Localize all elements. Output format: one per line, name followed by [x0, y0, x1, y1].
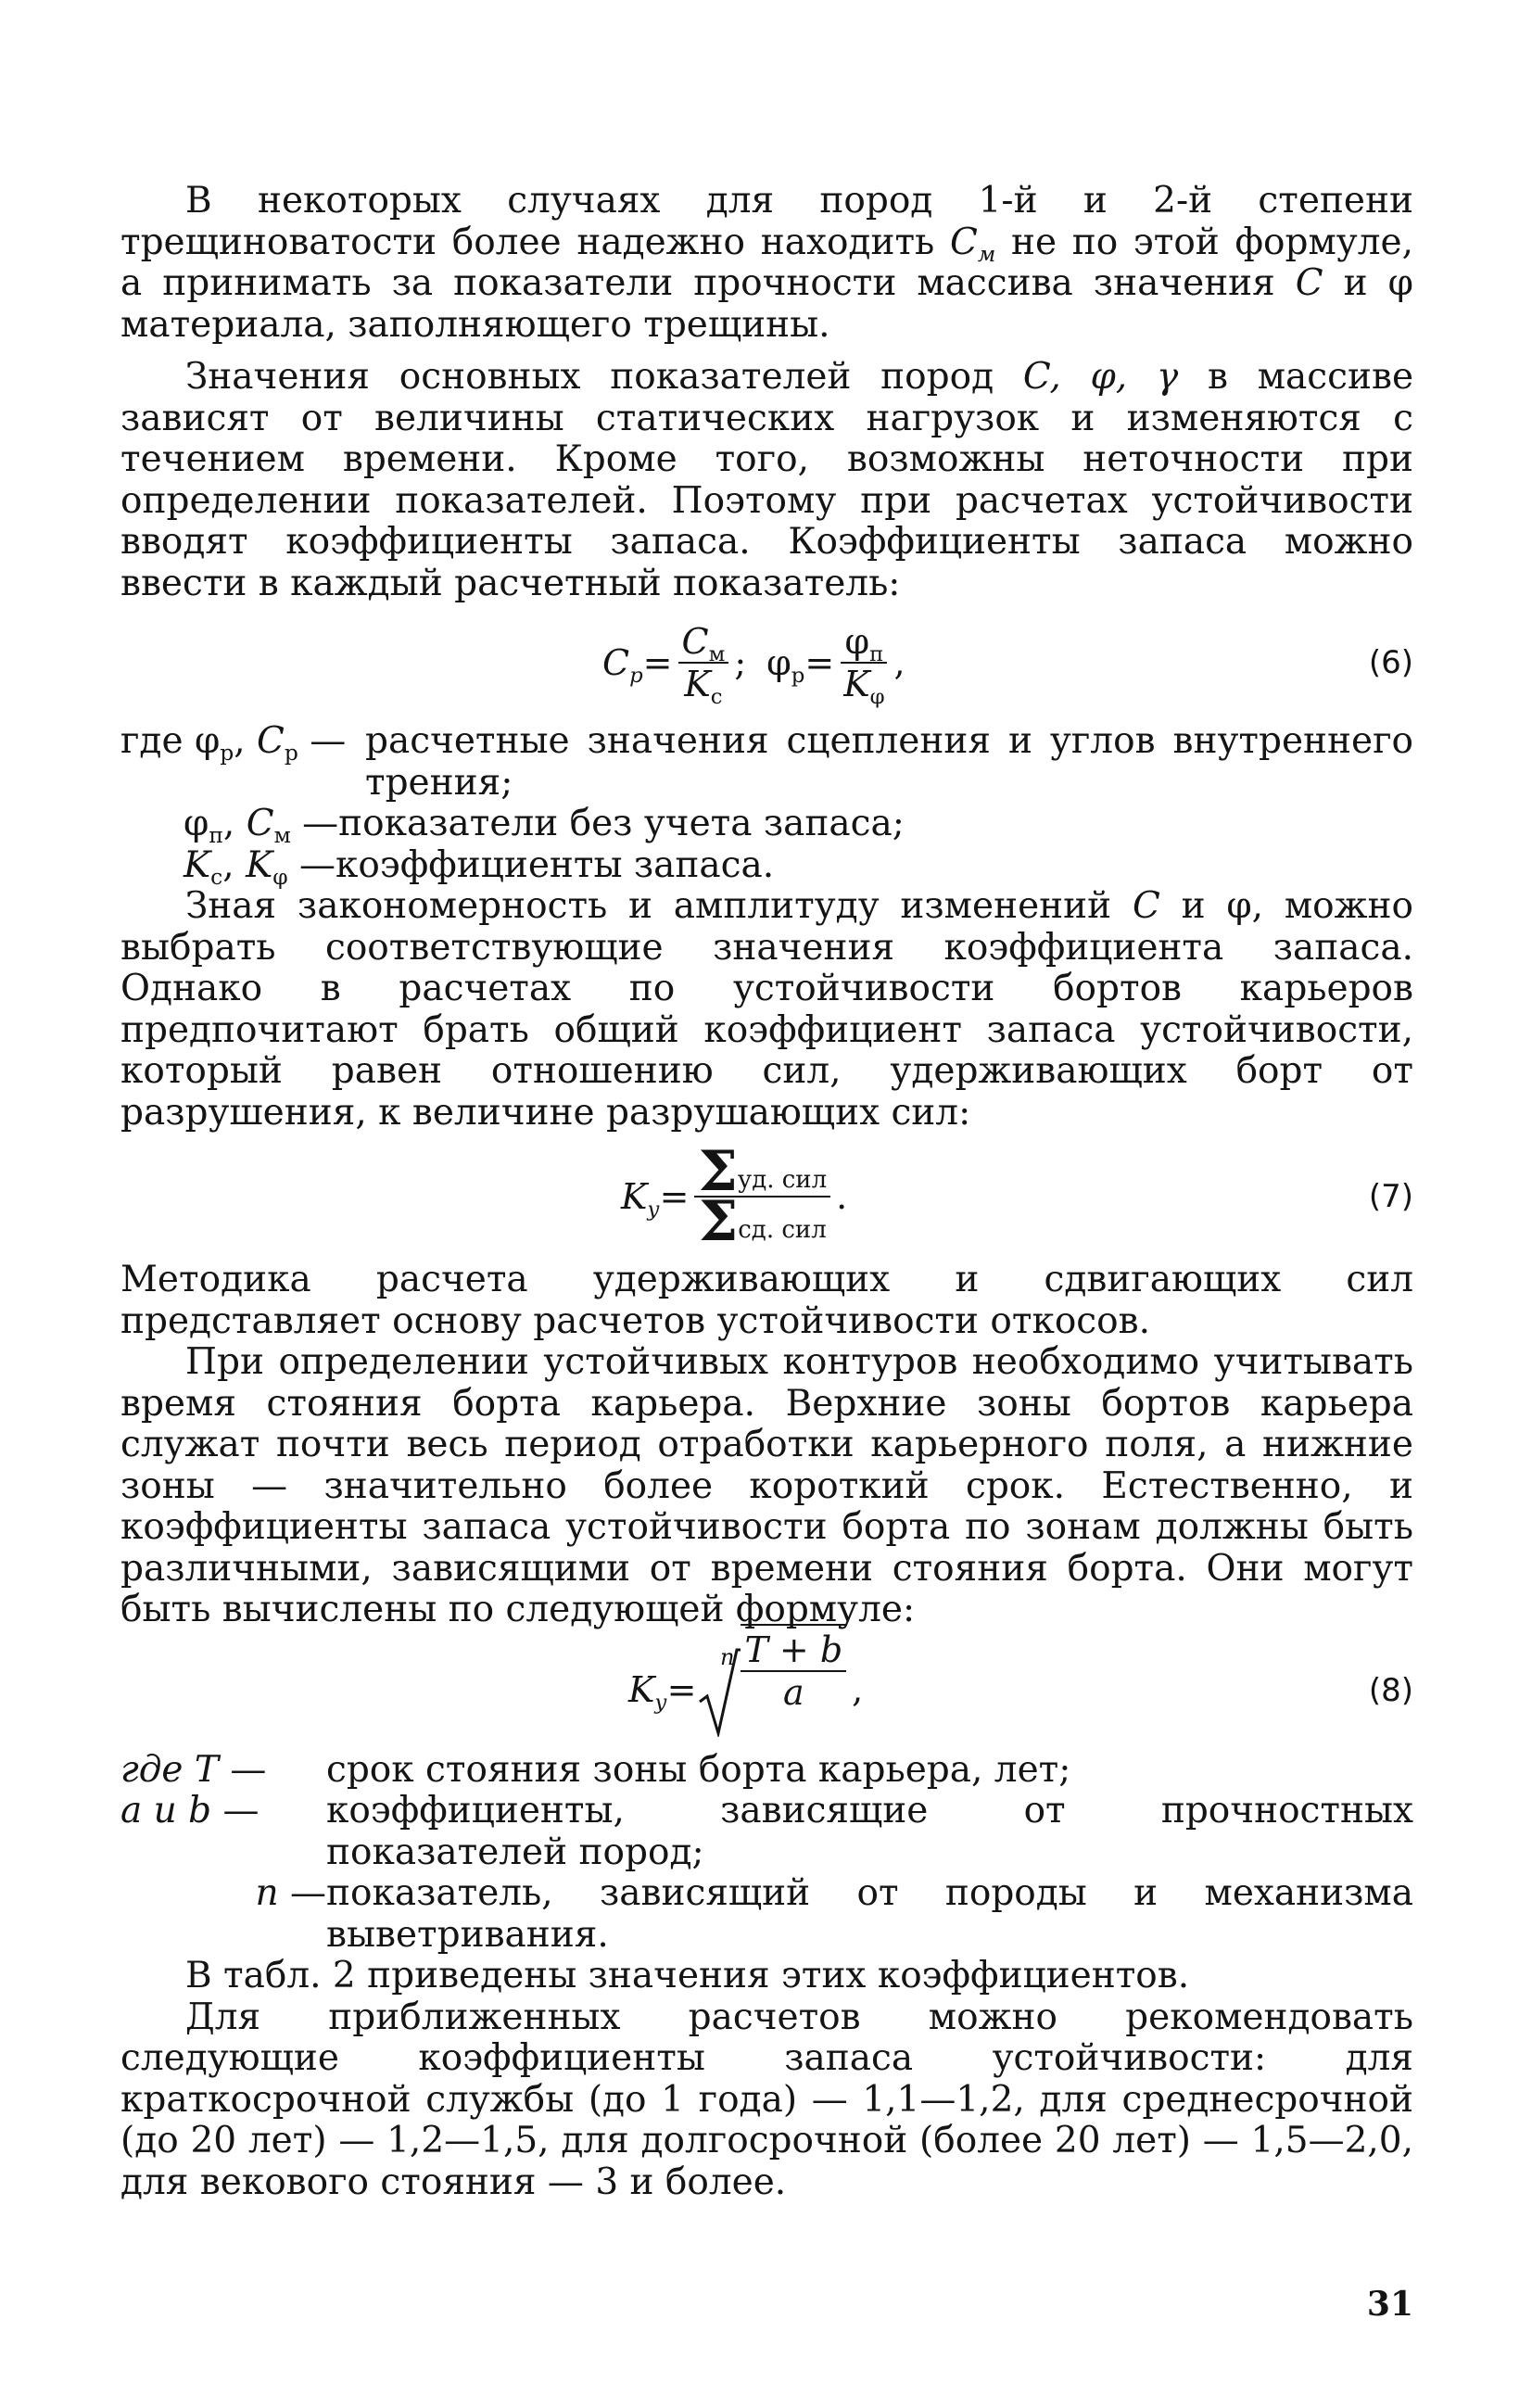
var-phi: φ	[1387, 262, 1413, 304]
formula-6: $C_р$ = $\frac{C_м}{K_с}$ ; $\varphi_р$ = $\frac{\varphi_п}{K_\varphi}$ , (6)	[602, 621, 1413, 709]
paragraph-2: Значения основных показателей пород C, φ, γ в массиве зависят от величины статических нагрузок и изменяются с течением времени. Кроме того, возможны неточности при определении показателей. Поэтому при расчетах устойчивости вводят коэффициенты запаса. Коэффициенты запаса можно ввести в каждый расчетный показатель:	[120, 356, 1414, 604]
paragraph-1: В некоторых случаях для пород 1-й и 2-й степени трещиноватости более надежно находить $C_м$ не по этой формуле, а принимать за показатели прочности массива значения C и φ материала, заполняющего трещины.	[120, 180, 1414, 346]
definition-row: где $\varphi_р$, $C_р$ — расчетные значения сцепления и углов внутреннего трения;	[120, 720, 1413, 804]
fraction-sum-forces: Σ уд. сил Σ сд. сил	[694, 1147, 830, 1246]
page-body	[120, 181, 1413, 2203]
svg-text:n: n	[720, 1643, 735, 1670]
nth-root	[696, 1629, 852, 1737]
definition-row: a и b — коэффициенты, зависящие от прочностных показателей пород;	[120, 1790, 1413, 1873]
formula-7: $K_у$ = Σ уд. сил Σ сд. сил . (7)	[621, 1139, 1413, 1254]
fraction-cm-kc: $\frac{C_м}{K_с}$	[678, 621, 729, 704]
equation-number: (7)	[1368, 1177, 1413, 1215]
definition-row: $\varphi_п$, $C_м$ — показатели без учета запаса;	[184, 803, 905, 849]
paragraph-6: В табл. 2 приведены значения этих коэффициентов.	[185, 1955, 1190, 1996]
definitions-6	[120, 720, 1413, 890]
definition-row: где T — срок стояния зоны борта карьера, лет;	[120, 1748, 1071, 1791]
vars-c-phi-gamma: C, φ, γ	[1022, 356, 1179, 398]
fraction-phip-kphi: $\frac{\varphi_п}{K_\varphi}$	[840, 621, 888, 704]
page-number: 31	[1366, 2285, 1413, 2324]
paragraph-5: При определении устойчивых контуров необходимо учитывать время стояния борта карьера. Верхние зоны бортов карьера служат почти весь период отработки карьерного поля, а нижние зоны — значительно более короткий срок. Естественно, и коэффициенты запаса устойчивости борта по зонам должны быть различными, зависящими от времени стояния борта. Они могут быть вычислены по следующей формуле:	[120, 1341, 1413, 1630]
var-c: C	[1295, 262, 1323, 304]
formula-8: $K_у$ = n $\frac{T + b}{a}$ , (8)	[120, 1635, 1413, 1746]
equation-number: (8)	[1368, 1671, 1413, 1709]
definition-row: $K_с$, $K_\varphi$ — коэффициенты запаса.	[184, 843, 775, 890]
paragraph-4: Методика расчета удерживающих и сдвигающих сил представляет основу расчетов устойчивости откосов.	[120, 1259, 1413, 1342]
definition-row: n — показатель, зависящий от породы и механизма выветривания.	[255, 1872, 1413, 1956]
fraction-tb-a: $\frac{T + b}{a}$	[741, 1624, 846, 1713]
paragraph-3: Зная закономерность и амплитуду изменений C и φ, можно выбрать соответствующие значения коэффициента запаса. Однако в расчетах по устойчивости бортов карьеров предпочитают брать общий коэффициент запаса устойчивости, который равен отношению сил, удерживающих борт от разрушения, к величине разрушающих сил:	[120, 885, 1414, 1134]
definitions-8	[120, 1750, 1413, 1957]
var-c: $C_м$	[949, 221, 996, 267]
equation-number: (6)	[1368, 643, 1413, 681]
paragraph-7: Для приближенных расчетов можно рекомендовать следующие коэффициенты запаса устойчивости: для краткосрочной службы (до 1 года) — 1,1—1,2, для среднесрочной (до 20 лет) — 1,2—1,5, для долгосрочной (более 20 лет) — 1,5—2,0, для векового стояния — 3 и более.	[120, 1996, 1413, 2203]
radical-sign	[696, 1644, 741, 1737]
